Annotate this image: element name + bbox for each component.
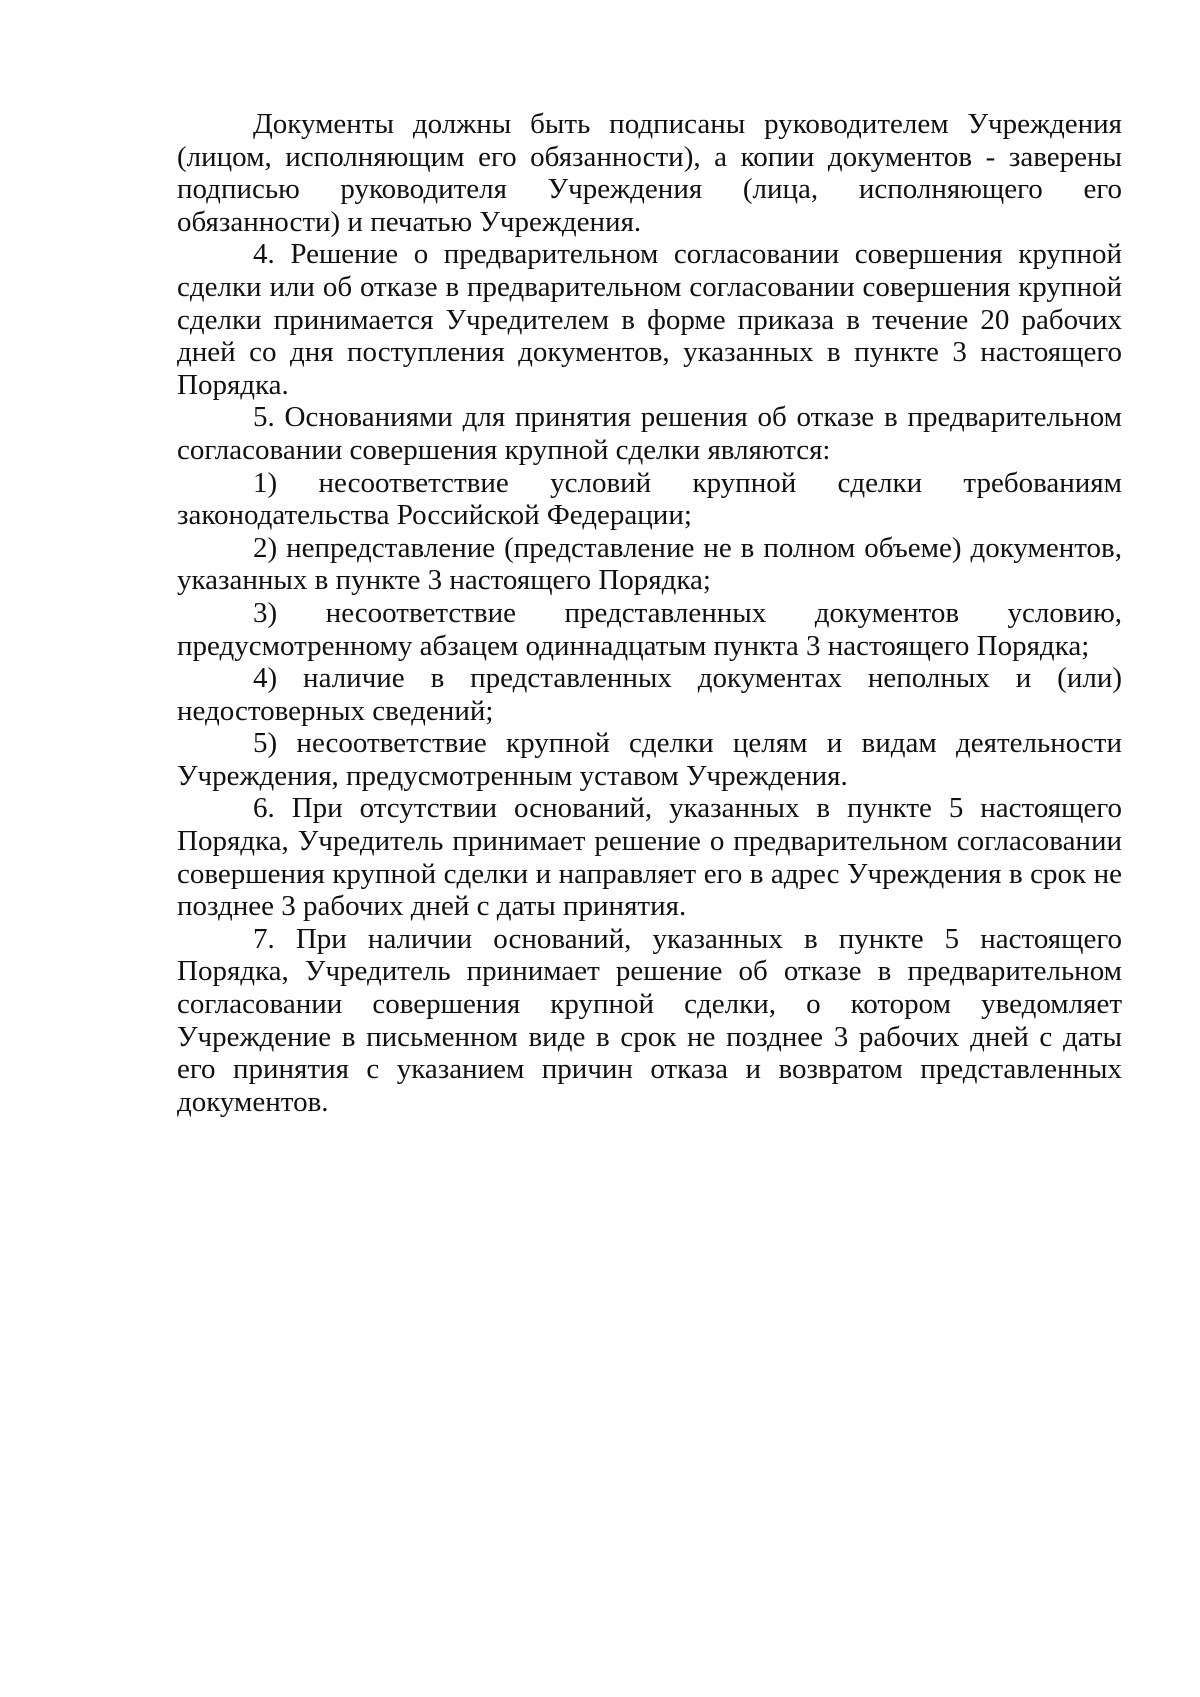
paragraph-item-7: 7. При наличии оснований, указанных в пункте 5 настоящего Порядка, Учредитель принимает решение об отказе в предварительном согласовании совершения крупной сделки, о котором уведомляет Учреждение в письменном виде в срок не позднее 3 рабочих дней с даты его принятия с указанием причин отказа и возвратом представленных документов. (177, 922, 1122, 1118)
paragraph-subitem-5: 5) несоответствие крупной сделки целям и видам деятельности Учреждения, предусмотренным уставом Учреждения. (177, 727, 1122, 792)
paragraph-subitem-1: 1) несоответствие условий крупной сделки требованиям законодательства Российской Федерации; (177, 466, 1122, 532)
paragraph-item-5: 5. Основаниями для принятия решения об отказе в предварительном согласовании совершения крупной сделки являются: (177, 401, 1122, 466)
paragraph-subitem-3: 3) несоответствие представленных документов условию, предусмотренному абзацем одиннадцатым пункта 3 настоящего Порядка; (177, 596, 1122, 662)
paragraph-item-4: 4. Решение о предварительном согласовании совершения крупной сделки или об отказе в предварительном согласовании совершения крупной сделки принимается Учредителем в форме приказа в течение 20 рабочих дней со дня поступления документов, указанных в пункте 3 настоящего Порядка. (177, 238, 1122, 401)
paragraph-item-6: 6. При отсутствии оснований, указанных в пункте 5 настоящего Порядка, Учредитель принимает решение о предварительном согласовании совершения крупной сделки и направляет его в адрес Учреждения в срок не позднее 3 рабочих дней с даты принятия. (177, 792, 1122, 923)
paragraph-documents-signature: Документы должны быть подписаны руководителем Учреждения (лицом, исполняющим его обязанности), а копии документов - заверены подписью руководителя Учреждения (лица, исполняющего его обязанности) и печатью Учреждения. (177, 108, 1122, 238)
document-body (177, 108, 1122, 1118)
paragraph-subitem-4: 4) наличие в представленных документах неполных и (или) недостоверных сведений; (177, 662, 1122, 727)
paragraph-subitem-2: 2) непредставление (представление не в полном объеме) документов, указанных в пункте 3 настоящего Порядка; (177, 531, 1122, 597)
